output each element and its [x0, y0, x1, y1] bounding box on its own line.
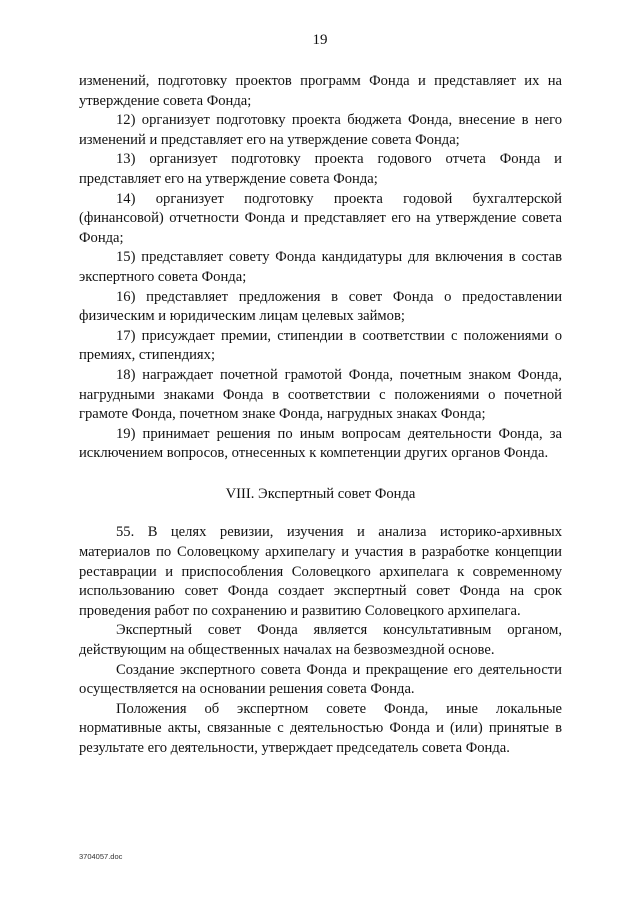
section-paragraph-consultative: Экспертный совет Фонда является консультативным органом, действующим на общественных началах на безвозмездной основе. [79, 622, 562, 659]
list-item-13: 13) организует подготовку проекта годового отчета Фонда и представляет его на утверждение совета Фонда; [79, 151, 562, 187]
footer-filename: 3704057.doc [79, 852, 123, 861]
section-heading: VIII. Экспертный совет Фонда [225, 485, 416, 502]
section-paragraph-regulations: Положения об экспертном совете Фонда, иные локальные нормативные акты, связанные с деятельностью Фонда и (или) принятые в результате его деятельности, утверждает председатель совета Фонда. [79, 700, 562, 756]
list-item-19: 19) принимает решения по иным вопросам деятельности Фонда, за исключением вопросов, отнесенных к компетенции других органов Фонда. [79, 425, 562, 462]
list-item-18: 18) награждает почетной грамотой Фонда, почетным знаком Фонда, нагрудными знаками Фонда в соответствии с положениями о почетной грамоте Фонда, почетном знаке Фонда, нагрудных знаках Фонда; [79, 366, 562, 423]
document-body [79, 72, 562, 759]
list-item-14: 14) организует подготовку проекта годовой бухгалтерской (финансовой) отчетности Фонда и представляет его на утверждение совета Фонда; [79, 190, 562, 246]
list-item-16: 16) представляет предложения в совет Фонда о предоставлении физическим и юридическим лицам целевых займов; [79, 288, 562, 325]
list-item-17: 17) присуждает премии, стипендии в соответствии с положениями о премиях, стипендиях; [79, 327, 562, 364]
page-number: 19 [312, 32, 328, 48]
section-paragraph-creation: Создание экспертного совета Фонда и прекращение его деятельности осуществляется на основании решения совета Фонда. [79, 661, 562, 698]
list-item-15: 15) представляет совету Фонда кандидатуры для включения в состав экспертного совета Фонда; [79, 249, 562, 285]
list-item-continuation: изменений, подготовку проектов программ Фонда и представляет их на утверждение совета Фонда; [79, 73, 562, 109]
section-paragraph-55: 55. В целях ревизии, изучения и анализа историко-архивных материалов по Соловецкому архипелагу и участия в разработке концепции реставрации и приспособления Соловецкого архипелага к современному использованию совет Фонда создает экспертный совет Фонда на срок проведения работ по сохранению и развитию Соловецкого архипелага. [79, 524, 562, 619]
list-item-12: 12) организует подготовку проекта бюджета Фонда, внесение в него изменений и представляет его на утверждение совета Фонда; [79, 112, 562, 148]
